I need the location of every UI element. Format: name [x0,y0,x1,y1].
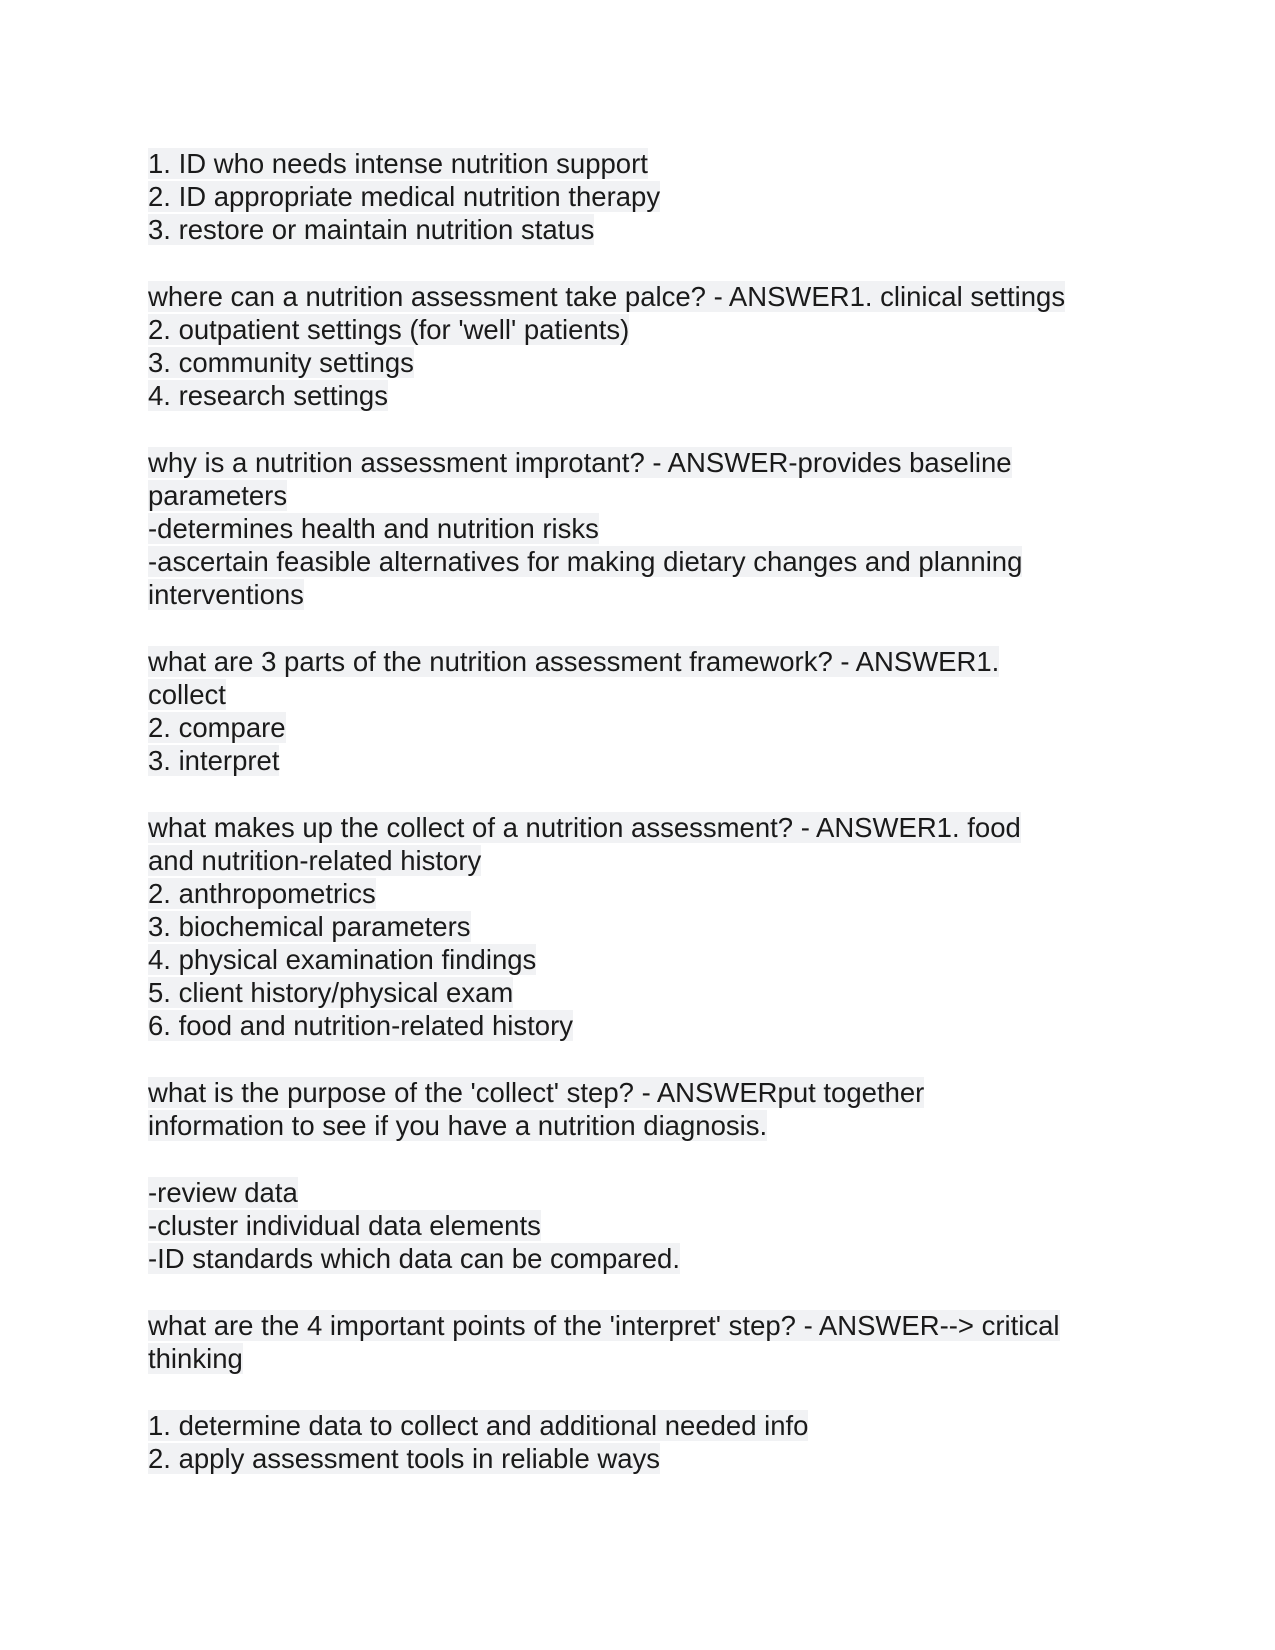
text-line-content: 1. determine data to collect and additional needed info [148,1410,809,1441]
document-body [148,147,1128,1475]
paragraph-gap [148,1375,1128,1409]
text-line [148,313,1128,346]
text-line [148,877,1128,910]
text-line [148,1209,1128,1242]
text-line-content: what is the purpose of the 'collect' step? - ANSWERput together [148,1077,925,1108]
text-line [148,1109,1128,1142]
text-line [148,213,1128,246]
text-line [148,744,1128,777]
text-line [148,180,1128,213]
text-line [148,479,1128,512]
text-line-content: 3. community settings [148,347,414,378]
text-line-content: 2. ID appropriate medical nutrition therapy [148,181,661,212]
text-line-content: 3. interpret [148,745,280,776]
text-line [148,346,1128,379]
text-line-content: 2. compare [148,712,286,743]
text-line [148,811,1128,844]
text-line-content: -ID standards which data can be compared. [148,1243,680,1274]
text-line [148,910,1128,943]
text-line-content: and nutrition-related history [148,845,482,876]
text-line-content: 1. ID who needs intense nutrition support [148,148,648,179]
paragraph-gap [148,611,1128,645]
text-line [148,1076,1128,1109]
text-line-content: 2. outpatient settings (for 'well' patients) [148,314,630,345]
text-line [148,711,1128,744]
text-line-content: collect [148,679,226,710]
text-line-content: -cluster individual data elements [148,1210,541,1241]
text-line-content: -ascertain feasible alternatives for making dietary changes and planning [148,546,1023,577]
text-line-content: -determines health and nutrition risks [148,513,599,544]
text-line-content: why is a nutrition assessment improtant? - ANSWER-provides baseline [148,447,1012,478]
text-line-content: 4. research settings [148,380,388,411]
text-line-content: 5. client history/physical exam [148,977,514,1008]
text-line [148,1242,1128,1275]
text-line-content: 4. physical examination findings [148,944,537,975]
text-line [148,645,1128,678]
text-line [148,280,1128,313]
text-line-content: 3. biochemical parameters [148,911,471,942]
text-line [148,976,1128,1009]
paragraph-gap [148,1275,1128,1309]
text-line-content: what are the 4 important points of the 'interpret' step? - ANSWER--> critical [148,1310,1060,1341]
text-line [148,147,1128,180]
text-line [148,1442,1128,1475]
text-line-content: 6. food and nutrition-related history [148,1010,573,1041]
text-line [148,1342,1128,1375]
text-line-content: what makes up the collect of a nutrition assessment? - ANSWER1. food [148,812,1021,843]
text-line-content: information to see if you have a nutrition diagnosis. [148,1110,768,1141]
text-line [148,512,1128,545]
text-line [148,844,1128,877]
paragraph-gap [148,1142,1128,1176]
text-line [148,1009,1128,1042]
text-line-content: parameters [148,480,288,511]
text-line-content: what are 3 parts of the nutrition assessment framework? - ANSWER1. [148,646,1000,677]
text-line [148,943,1128,976]
paragraph-gap [148,412,1128,446]
text-line-content: where can a nutrition assessment take palce? - ANSWER1. clinical settings [148,281,1066,312]
text-line-content: -review data [148,1177,298,1208]
text-line-content: 2. apply assessment tools in reliable ways [148,1443,661,1474]
text-line [148,545,1128,578]
paragraph-gap [148,1042,1128,1076]
text-line [148,1309,1128,1342]
text-line-content: 3. restore or maintain nutrition status [148,214,595,245]
paragraph-gap [148,777,1128,811]
text-line-content: 2. anthropometrics [148,878,376,909]
text-line [148,678,1128,711]
text-line [148,1176,1128,1209]
text-line [148,379,1128,412]
text-line [148,446,1128,479]
text-line [148,578,1128,611]
text-line-content: interventions [148,579,304,610]
text-line [148,1409,1128,1442]
text-line-content: thinking [148,1343,243,1374]
paragraph-gap [148,246,1128,280]
